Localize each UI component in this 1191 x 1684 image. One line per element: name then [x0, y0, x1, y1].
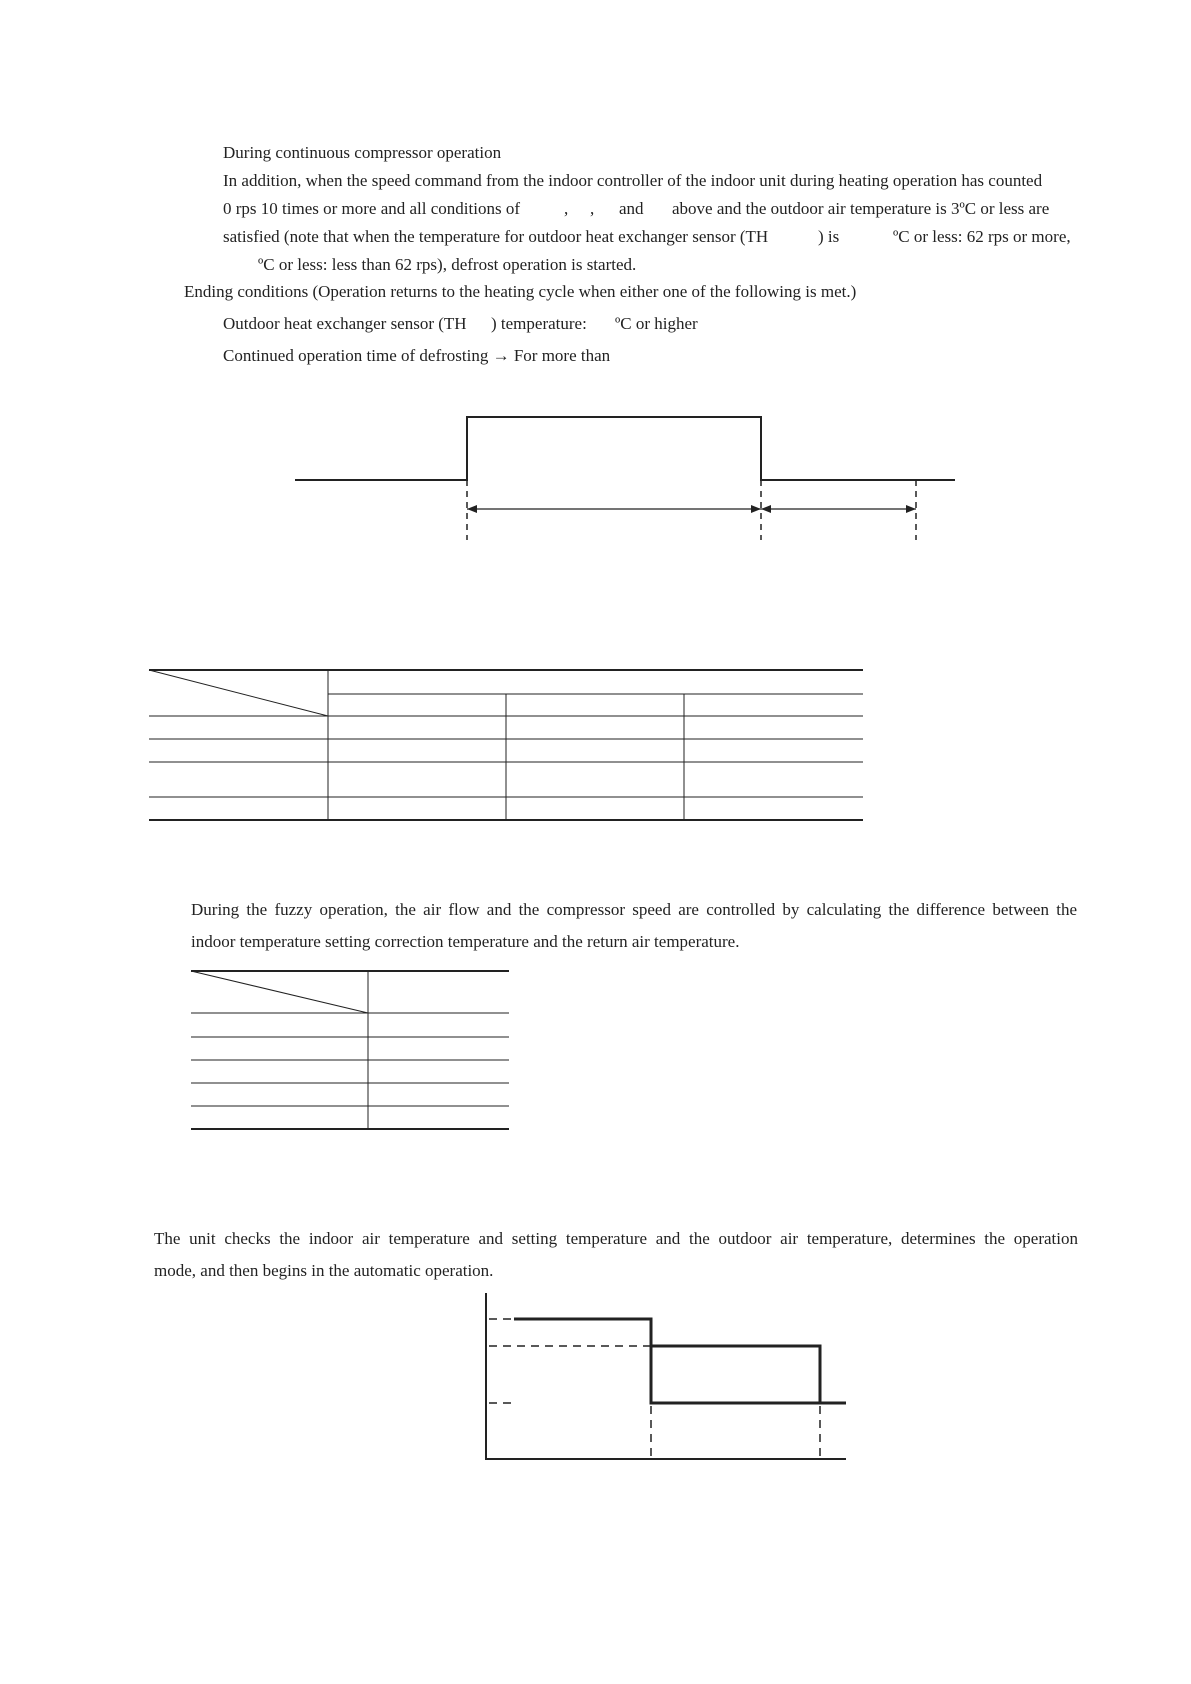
- data-table-2: [191, 971, 509, 1129]
- defrost-condition-comma: ,: [590, 199, 595, 218]
- fuzzy-description-line-2: indoor temperature setting correction temperature and the return air temperature.: [191, 932, 740, 951]
- defrost-ending-condition-1a: Outdoor heat exchanger sensor (TH: [223, 314, 467, 333]
- defrost-start-condition-3b: above and the outdoor air temperature is 3ºC or less are: [672, 199, 1050, 218]
- defrost-condition-and: and: [619, 199, 644, 218]
- defrost-timing-diagram: [295, 417, 955, 540]
- defrost-start-condition-4b: ) is: [818, 227, 840, 246]
- data-table-1: [149, 670, 863, 820]
- defrost-ending-condition-1b: ) temperature:: [491, 314, 587, 333]
- auto-description-line-2: mode, and then begins in the automatic operation.: [154, 1261, 494, 1280]
- step-level-line: [514, 1319, 846, 1403]
- defrost-start-condition-5: ºC or less: less than 62 rps), defrost operation is started.: [258, 255, 637, 274]
- auto-description-line-1: The unit checks the indoor air temperature and setting temperature and the outdoor air temperature, determines the operation: [154, 1229, 1078, 1248]
- defrost-start-condition-1: During continuous compressor operation: [223, 143, 502, 162]
- table-header-diagonal: [191, 971, 368, 1013]
- defrost-signal-waveform: [295, 417, 955, 480]
- step-level-line: [651, 1346, 820, 1403]
- defrost-start-condition-3a: 0 rps 10 times or more and all conditions of: [223, 199, 520, 218]
- defrost-start-condition-2: In addition, when the speed command from the indoor controller of the indoor unit during heating operation has counted: [223, 171, 1043, 190]
- defrost-start-condition-4c: ºC or less: 62 rps or more,: [893, 227, 1071, 246]
- defrost-start-condition-4a: satisfied (note that when the temperature for outdoor heat exchanger sensor (TH: [223, 227, 769, 246]
- defrost-condition-comma: ,: [564, 199, 569, 218]
- defrost-ending-heading: Ending conditions (Operation returns to the heating cycle when either one of the following is met.): [184, 282, 857, 301]
- defrost-ending-condition-1c: ºC or higher: [615, 314, 698, 333]
- table-header-diagonal: [149, 670, 328, 716]
- defrost-ending-condition-2: Continued operation time of defrosting → For more than: [223, 346, 611, 365]
- auto-operation-diagram: [486, 1293, 846, 1459]
- fuzzy-description-line-1: During the fuzzy operation, the air flow and the compressor speed are controlled by calculating the difference between the: [191, 900, 1077, 919]
